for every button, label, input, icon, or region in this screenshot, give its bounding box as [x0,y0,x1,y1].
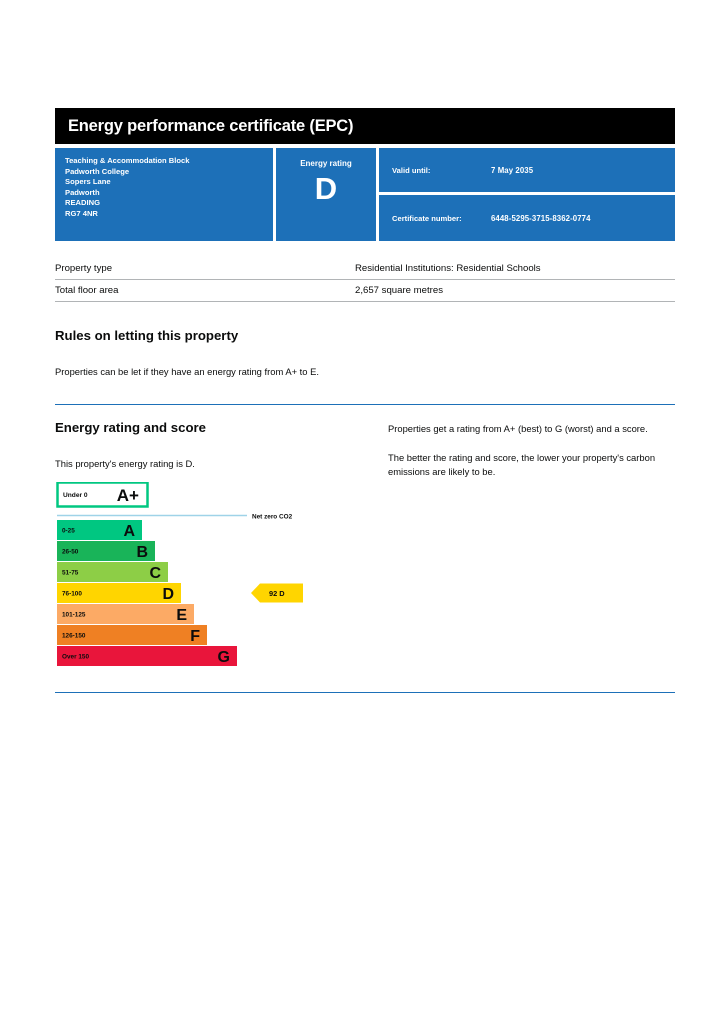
energy-rating-graph [55,482,385,687]
current-score-marker [251,584,303,603]
certificate-number-label: Certificate number: [392,213,462,223]
rating-band-d [57,583,181,603]
score-right-column [388,422,675,494]
rating-band-b [57,541,155,561]
current-score-label: 92 D [269,589,285,598]
rules-heading: Rules on letting this property [55,328,239,343]
bottom-divider [55,692,675,693]
address-line: RG7 4NR [65,208,98,218]
net-zero-co2-marker [57,514,293,521]
page-title: Energy performance certificate (EPC) [68,116,354,135]
rating-band-letter: F [190,628,200,645]
total-floor-area-value: 2,657 square metres [355,285,443,296]
rating-band-range: Over 150 [62,653,90,661]
rating-band-letter: D [162,586,174,603]
rating-band-range: 76-100 [62,590,82,598]
rating-band-e [57,604,194,624]
rules-text: Properties can be let if they have an energy rating from A+ to E. [55,366,319,377]
rating-band-letter: B [136,544,148,561]
rating-band-c [57,562,168,582]
property-type-label: Property type [55,263,113,274]
net-zero-co2-label: Net zero CO2 [252,513,293,521]
property-details-table [55,258,675,302]
rating-band-letter: A [123,523,135,540]
rating-band-range: 51-75 [62,569,79,577]
rating-band-aplus [58,483,148,507]
valid-until-panel [379,148,675,192]
score-explainer-2: The better the rating and score, the lower your property's carbon emissions are likely to be. [388,452,656,477]
energy-rating-and-score-section [55,420,675,690]
property-type-value: Residential Institutions: Residential Schools [355,263,541,274]
rating-band-letter: C [149,565,161,582]
rating-band-range: Under 0 [63,492,88,499]
rating-band-range: 26-50 [62,548,79,556]
address-line: Teaching & Accommodation Block [65,156,190,165]
energy-rating-panel [276,148,376,241]
score-subtext: This property's energy rating is D. [55,458,195,469]
score-heading: Energy rating and score [55,420,206,435]
total-floor-area-label: Total floor area [55,285,119,296]
certificate-summary [55,148,675,241]
rating-band-f [57,625,207,645]
address-line: READING [65,198,101,208]
epc-header-bar [55,108,675,144]
score-left-column [55,420,385,470]
energy-rating-label: Energy rating [300,159,352,168]
property-address-panel [55,148,273,241]
epc-page [55,0,675,1024]
rating-band-letter: E [176,607,187,624]
address-line: Padworth College [65,166,130,176]
table-row [55,280,675,302]
valid-until-label: Valid until: [392,165,431,175]
rating-band-g [57,646,237,666]
rating-band-letter: A+ [116,486,139,505]
address-line: Padworth [65,187,100,197]
rating-band-range: 0-25 [62,527,75,535]
score-explainer-1: Properties get a rating from A+ (best) to G (worst) and a score. [388,423,648,434]
section-divider [55,404,675,405]
rating-band-letter: G [217,649,230,666]
valid-until-value: 7 May 2035 [491,165,534,175]
rating-band-range: 126-150 [62,632,86,640]
certificate-number-value: 6448-5295-3715-8362-0774 [491,213,591,223]
rating-band-a [57,520,142,540]
table-row [55,258,675,280]
address-line: Sopers Lane [65,177,111,187]
rules-on-letting-section [55,328,675,378]
rating-band-range: 101-125 [62,611,86,619]
certificate-number-panel [379,195,675,241]
energy-rating-letter: D [314,171,338,206]
